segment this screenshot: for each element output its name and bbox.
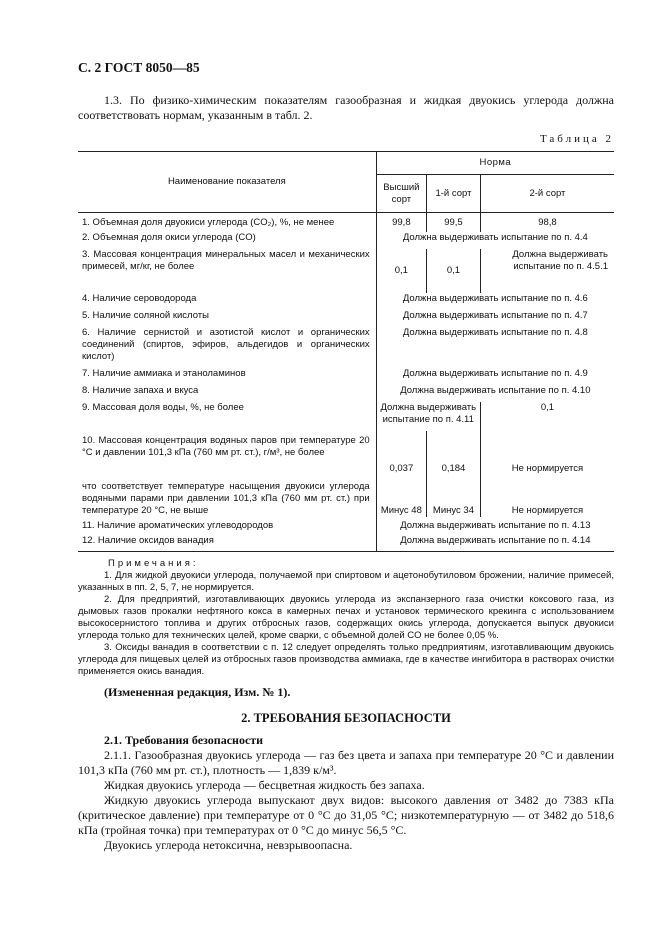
row-name: 3. Массовая концентрация минеральных масел и механических примесей, мг/кг, не более: [82, 248, 370, 272]
body-paragraph: 2.1.1. Газообразная двуокись углерода — газ без цвета и запаха при температуре 20 °С и давлении 101,3 кПа (760 мм рт. ст.), плотность — 1,839 к/м³.: [78, 748, 614, 777]
row-name: 2. Объемная доля окиси углерода (CO): [82, 231, 256, 243]
row-name: 11. Наличие ароматических углеводородов: [82, 519, 274, 531]
table-row: [78, 517, 614, 535]
row-value: Должна выдерживать испытание по п. 4.11: [376, 402, 480, 431]
table-row: [78, 232, 614, 249]
table-head-grade-1: 1-й сорт: [427, 175, 481, 213]
row-value: Должна выдерживать испытание по п. 4.14: [376, 535, 614, 552]
table-row: [78, 310, 614, 327]
table-row: [78, 431, 614, 475]
row-value: Не нормируется: [480, 475, 614, 517]
revision-note: (Измененная редакция, Изм. № 1).: [104, 685, 291, 699]
row-value: Минус 48: [376, 475, 426, 517]
row-value: Не нормируется: [480, 431, 614, 475]
table-row: [78, 213, 614, 232]
table-row: [78, 327, 614, 368]
row-name: что соответствует температуре насыщения двуокиси углерода водяными парами при давлении 101,3 кПа (760 мм рт. ст.) при температуре 20 °С, не выше: [82, 480, 370, 516]
row-name: 4. Наличие сероводорода: [82, 292, 197, 304]
table-row: [78, 402, 614, 431]
body-paragraph: Жидкую двуокись углерода выпускают двух видов: высокого давления от 3482 до 7383 кПа (критическое давление) при температуре от 0 °С до 31,05 °С; низкотемпературную — от 3482 до 518,6 кПа (тройная точка) при температурах от 0 °С до минус 56,5 °С.: [78, 793, 614, 837]
row-name: 8. Наличие запаха и вкуса: [82, 384, 199, 396]
table-row: [78, 385, 614, 402]
table-head-grade-top: Высший сорт: [376, 175, 426, 213]
row-value: Должна выдерживать испытание по п. 4.6: [376, 293, 614, 310]
subsection-title: 2.1. Требования безопасности: [104, 733, 264, 747]
row-value: 99,8: [376, 213, 426, 232]
row-name: 6. Наличие сернистой и азотистой кислот и органических соединений (спиртов, эфиров, альдегидов и органических кислот): [82, 326, 370, 362]
notes-title: Примечания:: [108, 558, 199, 569]
row-value: 0,184: [427, 431, 481, 475]
note-item: 2. Для предприятий, изготавливающих двуокись углерода из экспанзерного газа очистки коксового газа, из дымовых газов прокалки нефтяного кокса в камерных печах и установок термического крекинга с использованием высокосернистого топлива и других отбросных газов, содержащих окись углерода, допускается выпуск двуокиси углерода только для технических целей, кроме сварки, с объемной долей CO не более 0,05 %.: [78, 594, 614, 641]
row-name: 9. Массовая доля воды, %, не более: [82, 401, 244, 413]
row-value: Должна выдерживать испытание по п. 4.8: [376, 327, 614, 368]
row-name: 7. Наличие аммиака и этаноламинов: [82, 367, 246, 379]
section-body: [78, 733, 614, 853]
row-value: 98,8: [480, 213, 614, 232]
row-name: 5. Наличие соляной кислоты: [82, 309, 209, 321]
row-value: Должна выдерживать испытание по п. 4.13: [376, 517, 614, 535]
row-value: 0,037: [376, 431, 426, 475]
table-head-norm: Норма: [376, 152, 614, 175]
section-title: 2. ТРЕБОВАНИЯ БЕЗОПАСНОСТИ: [241, 711, 451, 725]
row-value: Должна выдерживать испытание по п. 4.10: [376, 385, 614, 402]
running-head: С. 2 ГОСТ 8050—85: [78, 60, 200, 75]
body-paragraph: Двуокись углерода нетоксична, невзрывоопасна.: [104, 838, 353, 852]
row-value: Минус 34: [427, 475, 481, 517]
table-row: [78, 249, 614, 293]
row-name: 12. Наличие оксидов ванадия: [78, 535, 376, 552]
row-value: Должна выдерживать испытание по п. 4.5.1: [480, 249, 614, 293]
row-value: 0,1: [376, 249, 426, 293]
norms-table: [78, 151, 614, 552]
row-value: Должна выдерживать испытание по п. 4.7: [376, 310, 614, 327]
table-head-name: Наименование показателя: [78, 152, 376, 213]
note-item: 1. Для жидкой двуокиси углерода, получаемой при спиртовом и ацетонобутиловом брожении, наличие примесей, указанных в пп. 2, 5, 7, не нормируется.: [78, 570, 614, 593]
row-value: 99,5: [427, 213, 481, 232]
table-row: [78, 293, 614, 310]
row-name: 10. Массовая концентрация водяных паров при температуре 20 °С и давлении 101,3 кПа (760 мм рт. ст.), г/м³, не более: [82, 434, 370, 458]
table-row: [78, 535, 614, 552]
table-head-grade-2: 2-й сорт: [480, 175, 614, 213]
table-caption: Таблица 2: [539, 133, 614, 145]
table-row: [78, 475, 614, 517]
row-value: Должна выдерживать испытание по п. 4.9: [376, 368, 614, 385]
row-value: Должна выдерживать испытание по п. 4.4: [376, 232, 614, 249]
row-value: 0,1: [427, 249, 481, 293]
note-item: 3. Оксиды ванадия в соответствии с п. 12 следует определять только предприятиям, изготавливающим двуокись углерода для пищевых целей из отбросных газов производства аммиака, где в качестве ингибитора в растворах очистки применяется окись ванадия.: [78, 642, 614, 677]
body-paragraph: Жидкая двуокись углерода — бесцветная жидкость без запаха.: [104, 778, 425, 792]
table-notes: [78, 558, 614, 678]
row-value: 0,1: [480, 402, 614, 431]
intro-paragraph: 1.3. По физико-химическим показателям газообразная и жидкая двуокись углерода должна соответствовать нормам, указанным в табл. 2.: [78, 93, 614, 122]
row-name: 1. Объемная доля двуокиси углерода (CO₂), %, не менее: [82, 217, 335, 228]
table-row: [78, 368, 614, 385]
